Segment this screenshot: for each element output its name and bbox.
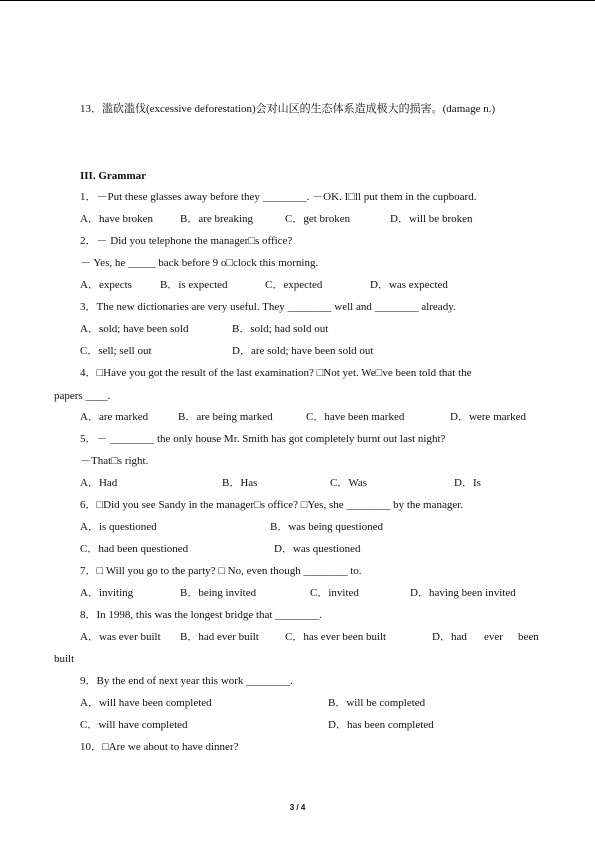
- q8-option-d: D．had: [432, 631, 467, 643]
- q9-option-b: B．will be completed: [328, 697, 426, 709]
- q1-option-d: D．will be broken: [390, 213, 473, 225]
- q2-option-d: D．was expected: [370, 279, 448, 291]
- q6-option-d: D．was questioned: [274, 543, 361, 555]
- q9-option-c: C．will have completed: [80, 719, 188, 731]
- q4-option-c: C．have been marked: [306, 411, 405, 423]
- q8-stem: 8．In 1998, this was the longest bridge that ________.: [80, 609, 322, 621]
- q8-option-a: A．was ever built: [80, 631, 161, 643]
- q9-option-d: D．has been completed: [328, 719, 434, 731]
- section-title: III. Grammar: [80, 170, 146, 182]
- q1-option-a: A．have broken: [80, 213, 154, 225]
- q7-option-d: D．having been invited: [410, 587, 516, 599]
- q5-option-d: D．Is: [454, 477, 481, 489]
- q1-option-b: B．are breaking: [180, 213, 253, 225]
- q1-stem: 1．－Put these glasses away before they ________. －OK. I□ll put them in the cupboard.: [80, 191, 477, 203]
- q10-stem: 10．□Are we about to have dinner?: [80, 741, 239, 753]
- q2-stem-2: － Yes, he _____ back before 9 o□clock this morning.: [80, 257, 319, 269]
- q1-option-c: C．get broken: [285, 213, 351, 225]
- q7-option-b: B．being invited: [180, 587, 257, 599]
- q9-stem: 9．By the end of next year this work ________.: [80, 675, 293, 687]
- q5-stem-2: －That□s right.: [80, 455, 149, 467]
- q4-stem-2: papers ____.: [54, 390, 111, 402]
- q5-stem: 5．－ ________ the only house Mr. Smith has got completely burnt out last night?: [80, 433, 446, 445]
- q5-option-a: A．Had: [80, 477, 118, 489]
- top-rule: [0, 0, 595, 1]
- q3-option-d: D．are sold; have been sold out: [232, 345, 374, 357]
- q2-option-c: C．expected: [265, 279, 323, 291]
- q4-option-b: B．are being marked: [178, 411, 273, 423]
- q3-stem: 3．The new dictionaries are very useful. They ________ well and ________ already.: [80, 301, 456, 313]
- q4-option-d: D．were marked: [450, 411, 527, 423]
- q3-option-b: B．sold; had sold out: [232, 323, 329, 335]
- page-number: 3 / 4: [289, 803, 306, 812]
- q5-option-b: B．Has: [222, 477, 258, 489]
- q2-option-b: B．is expected: [160, 279, 228, 291]
- q6-option-c: C．had been questioned: [80, 543, 189, 555]
- q5-option-c: C．Was: [330, 477, 368, 489]
- q7-option-c: C．invited: [310, 587, 359, 599]
- q3-option-a: A．sold; have been sold: [80, 323, 189, 335]
- q6-option-a: A．is questioned: [80, 521, 157, 533]
- q8-option-d-word-2: ever: [484, 631, 503, 643]
- q8-option-d-word-3: been: [518, 631, 539, 643]
- q9-option-a: A．will have been completed: [80, 697, 212, 709]
- q2-option-a: A．expects: [80, 279, 132, 291]
- q6-stem: 6．□Did you see Sandy in the manager□s office? □Yes, she ________ by the manager.: [80, 499, 464, 511]
- q7-stem: 7．□ Will you go to the party? □ No, even though ________ to.: [80, 565, 362, 577]
- q6-option-b: B．was being questioned: [270, 521, 384, 533]
- q8-option-c: C．has ever been built: [285, 631, 387, 643]
- q4-option-a: A．are marked: [80, 411, 149, 423]
- q2-stem: 2．－ Did you telephone the manager□s office?: [80, 235, 293, 247]
- q4-stem: 4．□Have you got the result of the last examination? □Not yet. We□ve been told that the: [80, 367, 472, 379]
- q8-option-b: B．had ever built: [180, 631, 259, 643]
- q8-option-d-wrap: built: [54, 653, 75, 665]
- q7-option-a: A．inviting: [80, 587, 134, 599]
- q3-option-c: C．sell; sell out: [80, 345, 152, 357]
- question-13: 13．滥砍滥伐(excessive deforestation)会对山区的生态体系造成极大的损害。(damage n.): [80, 103, 496, 115]
